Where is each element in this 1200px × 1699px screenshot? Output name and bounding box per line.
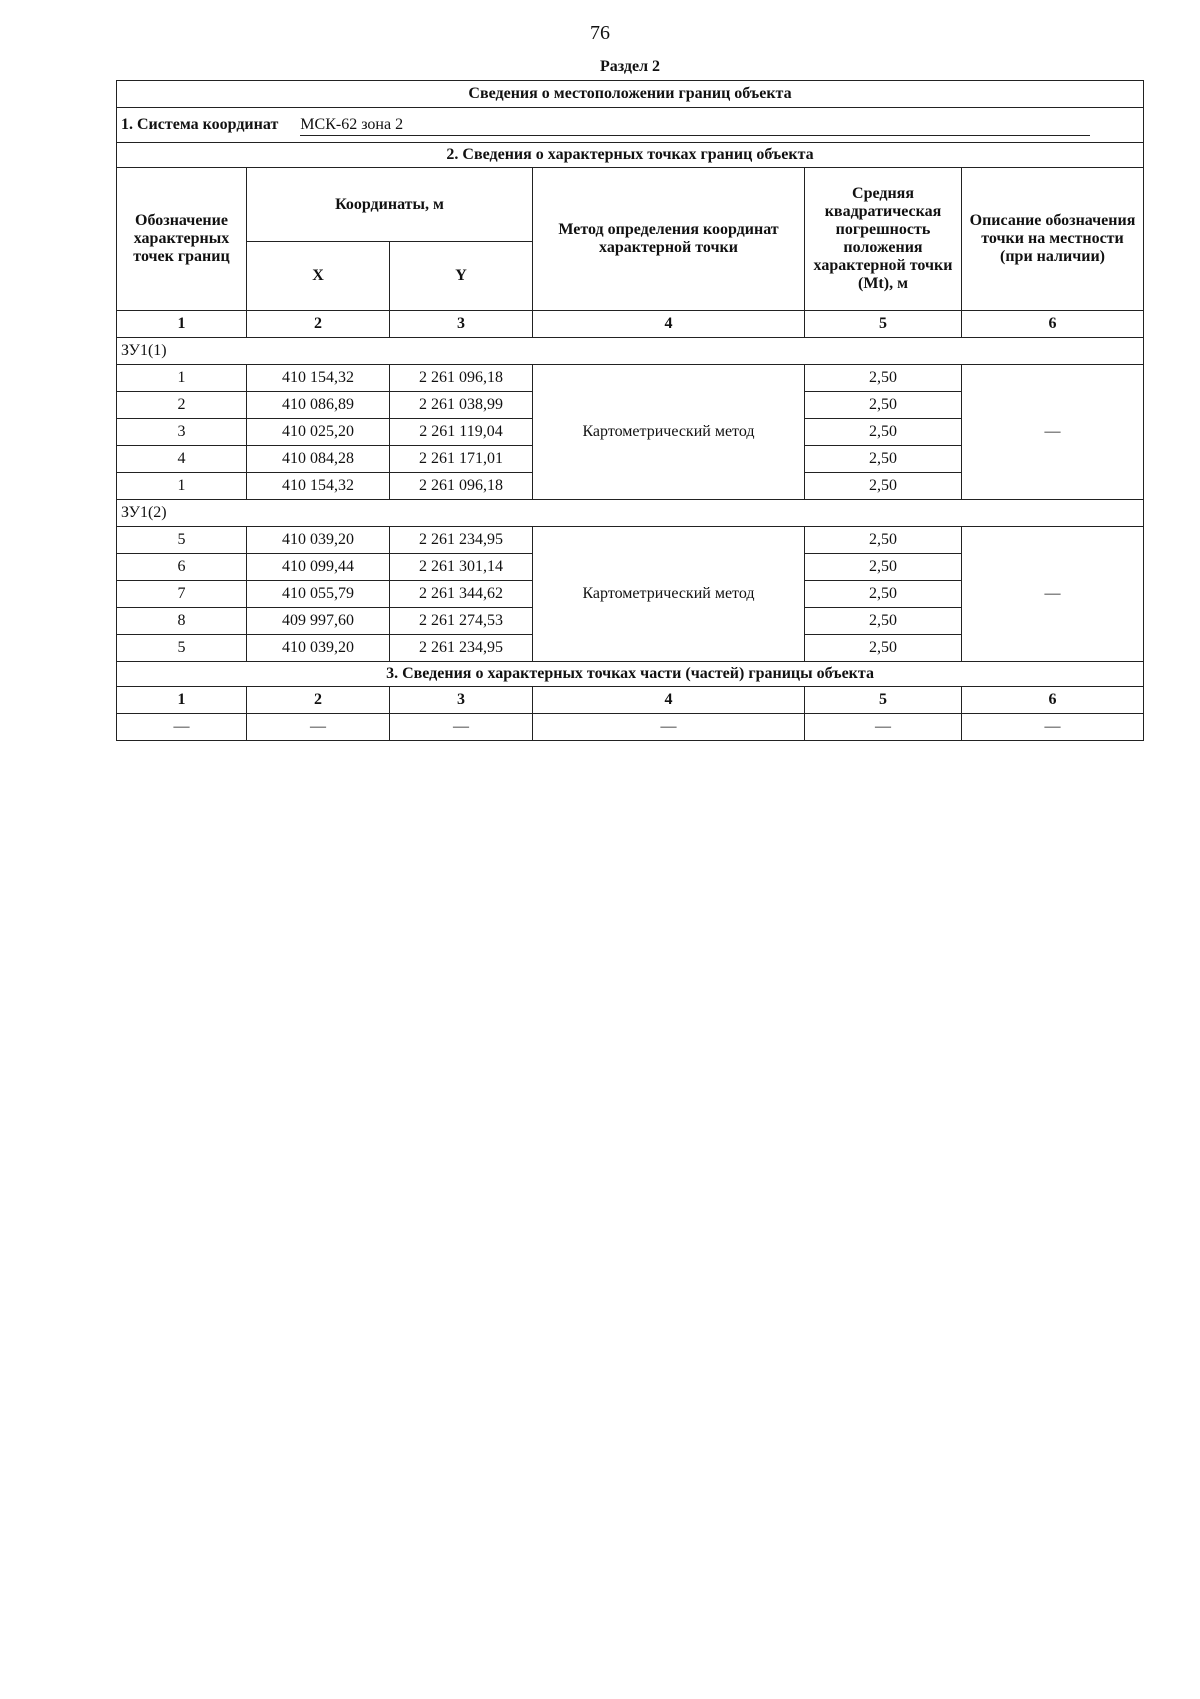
table-title: Сведения о местоположении границ объекта [117, 81, 1144, 108]
col-number: 1 [117, 687, 247, 714]
mt-cell: 2,50 [805, 419, 962, 446]
header-y: Y [390, 242, 533, 311]
dash-cell: — [533, 714, 805, 741]
header-mt: Средняя квадратическая погрешность положения характерной точки (Mt), м [805, 168, 962, 311]
method-cell: Картометрический метод [533, 365, 805, 500]
header-point-designation: Обозначение характерных точек границ [117, 168, 247, 311]
coord-system-label: 1. Система координат [121, 115, 279, 133]
boundary-table [116, 80, 1144, 741]
col-number: 6 [962, 687, 1144, 714]
y-cell: 2 261 274,53 [390, 608, 533, 635]
y-cell: 2 261 234,95 [390, 635, 533, 662]
col-number: 3 [390, 687, 533, 714]
group-name: ЗУ1(2) [117, 500, 1144, 527]
y-cell: 2 261 301,14 [390, 554, 533, 581]
mt-cell: 2,50 [805, 446, 962, 473]
col-number: 5 [805, 311, 962, 338]
point-cell: 5 [117, 635, 247, 662]
point-cell: 1 [117, 365, 247, 392]
col-number: 4 [533, 311, 805, 338]
col-number: 6 [962, 311, 1144, 338]
dash-cell: — [117, 714, 247, 741]
table-row [117, 365, 1144, 392]
point-cell: 5 [117, 527, 247, 554]
x-cell: 410 086,89 [247, 392, 390, 419]
y-cell: 2 261 096,18 [390, 365, 533, 392]
table-row [117, 527, 1144, 554]
col-number: 1 [117, 311, 247, 338]
y-cell: 2 261 344,62 [390, 581, 533, 608]
dash-cell: — [390, 714, 533, 741]
x-cell: 410 084,28 [247, 446, 390, 473]
group-name: ЗУ1(1) [117, 338, 1144, 365]
description-cell: — [962, 365, 1144, 500]
dash-cell: — [805, 714, 962, 741]
header-x: X [247, 242, 390, 311]
dash-cell: — [247, 714, 390, 741]
point-cell: 2 [117, 392, 247, 419]
description-cell: — [962, 527, 1144, 662]
subsection2-title: 2. Сведения о характерных точках границ объекта [117, 143, 1144, 168]
header-method: Метод определения координат характерной точки [533, 168, 805, 311]
dash-cell: — [962, 714, 1144, 741]
mt-cell: 2,50 [805, 581, 962, 608]
mt-cell: 2,50 [805, 365, 962, 392]
y-cell: 2 261 234,95 [390, 527, 533, 554]
x-cell: 410 025,20 [247, 419, 390, 446]
point-cell: 6 [117, 554, 247, 581]
x-cell: 410 099,44 [247, 554, 390, 581]
section-title: Раздел 2 [599, 58, 661, 75]
mt-cell: 2,50 [805, 473, 962, 500]
y-cell: 2 261 096,18 [390, 473, 533, 500]
x-cell: 410 039,20 [247, 635, 390, 662]
y-cell: 2 261 119,04 [390, 419, 533, 446]
y-cell: 2 261 038,99 [390, 392, 533, 419]
method-cell: Картометрический метод [533, 527, 805, 662]
x-cell: 410 154,32 [247, 473, 390, 500]
x-cell: 410 154,32 [247, 365, 390, 392]
col-number: 5 [805, 687, 962, 714]
point-cell: 4 [117, 446, 247, 473]
x-cell: 410 039,20 [247, 527, 390, 554]
coord-system-value: МСК-62 зона 2 [300, 115, 1090, 136]
point-cell: 8 [117, 608, 247, 635]
mt-cell: 2,50 [805, 635, 962, 662]
header-coordinates: Координаты, м [247, 168, 533, 242]
col-number: 3 [390, 311, 533, 338]
table-row [117, 714, 1144, 741]
point-cell: 7 [117, 581, 247, 608]
col-number: 2 [247, 311, 390, 338]
point-cell: 3 [117, 419, 247, 446]
page-number: 76 [590, 22, 610, 44]
point-cell: 1 [117, 473, 247, 500]
header-description: Описание обозначения точки на местности (при наличии) [962, 168, 1144, 311]
mt-cell: 2,50 [805, 554, 962, 581]
mt-cell: 2,50 [805, 608, 962, 635]
coord-system-row [117, 108, 1144, 143]
mt-cell: 2,50 [805, 392, 962, 419]
y-cell: 2 261 171,01 [390, 446, 533, 473]
x-cell: 410 055,79 [247, 581, 390, 608]
mt-cell: 2,50 [805, 527, 962, 554]
x-cell: 409 997,60 [247, 608, 390, 635]
col-number: 4 [533, 687, 805, 714]
subsection3-title: 3. Сведения о характерных точках части (частей) границы объекта [117, 662, 1144, 687]
col-number: 2 [247, 687, 390, 714]
